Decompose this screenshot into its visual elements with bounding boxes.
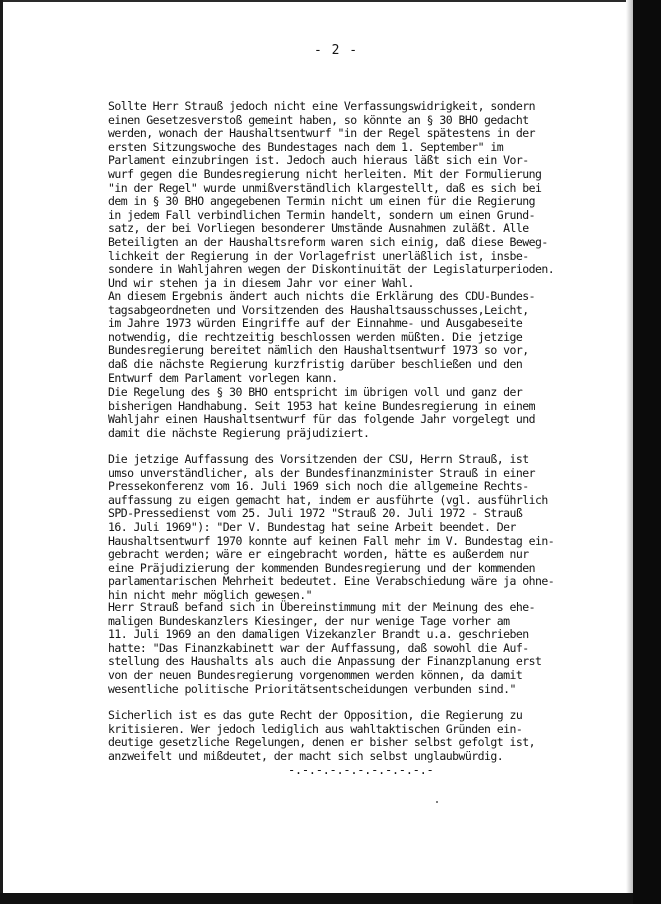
paragraph-2: An diesem Ergebnis ändert auch nichts die Erklärung des CDU-Bundes- tagsabgeordneten und Vorsitzenden des Haushaltsausschusses,Leicht, im Jahre 1973 würden Eingriffe auf der Einnahme- und Ausgabeseite notwendig, die rechtzeitig beschlossen werden müßten. Die jetzige Bundesregierung bereitet nämlich den Haushaltsentwurf 1973 so vor, daß die nächste Regierung kurzfristig darüber beschließen und den Entwurf dem Parlament vorlegen kann. [108,289,536,385]
typewritten-document [78,0,630,890]
scan-border-bottom [0,893,633,904]
scan-border-right [633,0,661,904]
paragraph-1: Sollte Herr Strauß jedoch nicht eine Verfassungswidrigkeit, sondern einen Gesetzesverstoß gemeint haben, so könnte an § 30 BHO gedacht werden, wonach der Haushaltsentwurf "in der Regel spätestens in der ersten Sitzungswoche des Bundestages nach dem 1. September" im Parlament einzubringen ist. Jedoch auch hieraus läßt sich ein Vor- wurf gegen die Bundesregierung nicht herleiten. Mit der Formulierung "in der Regel" wurde unmißverständlich klargestellt, daß es sich bei dem in § 30 BHO angegebenen Termin nicht um einen für die Regierung in jedem Fall verbindlichen Termin handelt, sondern um einen Grund- satz, der bei Vorliegen besonderer Umstände Ausnahmen zuläßt. Alle Beteiligten an der Haushaltsreform waren sich einig, daß diese Beweg- lichkeit der Regierung in der Vorlagefrist unerläßlich ist, insbe- sondere in Wahljahren wegen der Diskontinuität der Legislaturperioden. Und wir stehen ja in diesem Jahr vor einer Wahl. [108,99,555,290]
page-number: - 2 - [314,43,359,58]
paragraph-6: Sicherlich ist es das gute Recht der Opposition, die Regierung zu kritisieren. Wer jedoch lediglich aus wahltaktischen Gründen ein- deutige gesetzliche Regelungen, denen er bisher selbst gefolgt ist, anzweifelt und mißdeutet, der macht sich selbst unglaubwürdig. [108,708,536,763]
paragraph-3: Die Regelung des § 30 BHO entspricht im übrigen voll und ganz der bisherigen Handhabung. Seit 1953 hat keine Bundesregierung in einem Wahljahr einen Haushaltsentwurf für das folgende Jahr vorgelegt und damit die nächste Regierung präjudiziert. [108,385,536,440]
end-separator: -.-.-.-.-.-.-.-.-.-.- [288,763,434,777]
scan-border-left [0,0,3,904]
paragraph-5: Herr Strauß befand sich in Übereinstimmung mit der Meinung des ehe- maligen Bundeskanzlers Kiesinger, der nur wenige Tage vorher am 11. Juli 1969 an den damaligen Vizekanzler Brandt u.a. geschrieben hatte: "Das Finanzkabinett war der Auffassung, daß sowohl die Auf- stellung des Haushalts als auch die Anpassung der Finanzplanung erst von der neuen Bundesregierung vorgenommen werden können, da damit wesentliche politische Prioritätsentscheidungen verbunden sind." [108,600,542,696]
paragraph-4: Die jetzige Auffassung des Vorsitzenden der CSU, Herrn Strauß, ist umso unverständlicher, als der Bundesfinanzminister Strauß in einer Pressekonferenz vom 16. Juli 1969 sich noch die allgemeine Rechts- auffassung zu eigen gemacht hat, indem er ausführte (vgl. ausführlich SPD-Pressedienst vom 25. Juli 1972 "Strauß 20. Juli 1972 - Strauß 16. Juli 1969"): "Der V. Bundestag hat seine Arbeit beendet. Der Haushaltsentwurf 1970 konnte auf keinen Fall mehr im V. Bundestag ein- gebracht werden; wäre er eingebracht worden, hätte es außerdem nur eine Präjudizierung der kommenden Bundesregierung und der kommenden parlamentarischen Mehrheit bedeutet. Eine Verabschiedung wäre ja ohne- hin nicht mehr möglich gewesen." [108,452,555,602]
scan-speck [436,801,438,803]
